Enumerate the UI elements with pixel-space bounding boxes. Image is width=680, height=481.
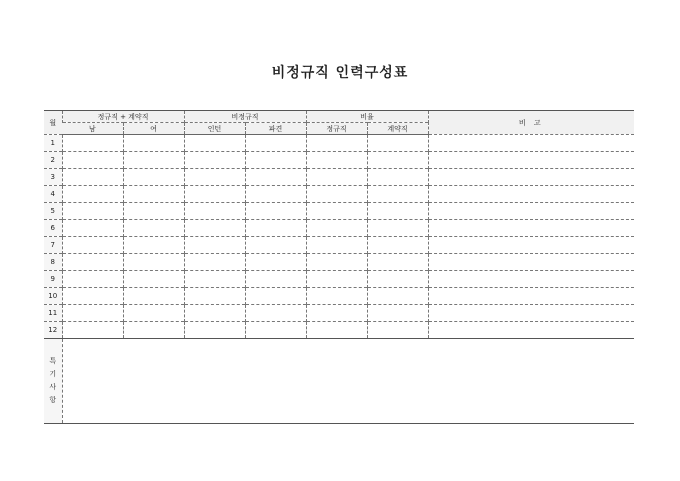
remarks-cell[interactable]	[428, 322, 634, 339]
notes-char-2: 기	[49, 370, 57, 378]
male-cell[interactable]	[62, 186, 123, 203]
month-label: 12	[44, 322, 62, 339]
female-cell[interactable]	[123, 220, 184, 237]
special-notes-field[interactable]	[62, 339, 634, 424]
remarks-cell[interactable]	[428, 203, 634, 220]
header-row-1	[44, 111, 634, 123]
intern-cell[interactable]	[184, 237, 245, 254]
intern-cell[interactable]	[184, 203, 245, 220]
month-label: 10	[44, 288, 62, 305]
intern-cell[interactable]	[184, 322, 245, 339]
remarks-cell[interactable]	[428, 288, 634, 305]
dispatch-cell[interactable]	[245, 288, 306, 305]
ratio-contract-header: 계약직	[367, 123, 428, 135]
month-label: 5	[44, 203, 62, 220]
dispatch-cell[interactable]	[245, 237, 306, 254]
intern-cell[interactable]	[184, 288, 245, 305]
ratio-regular-cell[interactable]	[306, 152, 367, 169]
intern-cell[interactable]	[184, 271, 245, 288]
ratio-regular-cell[interactable]	[306, 186, 367, 203]
ratio-regular-header: 정규직	[306, 123, 367, 135]
month-label: 6	[44, 220, 62, 237]
dispatch-cell[interactable]	[245, 135, 306, 152]
table-row	[44, 271, 634, 288]
dispatch-cell[interactable]	[245, 271, 306, 288]
month-label: 1	[44, 135, 62, 152]
ratio-regular-cell[interactable]	[306, 271, 367, 288]
male-cell[interactable]	[62, 169, 123, 186]
ratio-contract-cell[interactable]	[367, 169, 428, 186]
table-row	[44, 220, 634, 237]
month-header: 월	[44, 111, 62, 135]
table-row	[44, 254, 634, 271]
nonregular-header: 비정규직	[184, 111, 306, 123]
ratio-regular-cell[interactable]	[306, 203, 367, 220]
male-header: 남	[62, 123, 123, 135]
dispatch-cell[interactable]	[245, 254, 306, 271]
dispatch-cell[interactable]	[245, 169, 306, 186]
ratio-contract-cell[interactable]	[367, 135, 428, 152]
ratio-regular-cell[interactable]	[306, 135, 367, 152]
table-row	[44, 305, 634, 322]
male-cell[interactable]	[62, 203, 123, 220]
female-cell[interactable]	[123, 271, 184, 288]
ratio-header: 비율	[306, 111, 428, 123]
female-cell[interactable]	[123, 305, 184, 322]
table-row	[44, 288, 634, 305]
ratio-contract-cell[interactable]	[367, 152, 428, 169]
remarks-cell[interactable]	[428, 152, 634, 169]
dispatch-cell[interactable]	[245, 322, 306, 339]
remarks-cell[interactable]	[428, 169, 634, 186]
dispatch-cell[interactable]	[245, 220, 306, 237]
notes-char-4: 항	[49, 396, 57, 404]
ratio-contract-cell[interactable]	[367, 305, 428, 322]
dispatch-cell[interactable]	[245, 305, 306, 322]
remarks-cell[interactable]	[428, 186, 634, 203]
notes-char-3: 사	[49, 383, 57, 391]
month-label: 8	[44, 254, 62, 271]
remarks-cell[interactable]	[428, 305, 634, 322]
ratio-contract-cell[interactable]	[367, 288, 428, 305]
regular-contract-header: 정규직 + 계약직	[62, 111, 184, 123]
female-cell[interactable]	[123, 237, 184, 254]
intern-cell[interactable]	[184, 186, 245, 203]
month-label: 9	[44, 271, 62, 288]
female-header: 여	[123, 123, 184, 135]
ratio-contract-cell[interactable]	[367, 203, 428, 220]
special-notes-label	[44, 339, 62, 424]
dispatch-cell[interactable]	[245, 152, 306, 169]
male-cell[interactable]	[62, 288, 123, 305]
intern-cell[interactable]	[184, 135, 245, 152]
female-cell[interactable]	[123, 254, 184, 271]
month-label: 3	[44, 169, 62, 186]
male-cell[interactable]	[62, 271, 123, 288]
female-cell[interactable]	[123, 322, 184, 339]
intern-cell[interactable]	[184, 152, 245, 169]
remarks-cell[interactable]	[428, 220, 634, 237]
female-cell[interactable]	[123, 288, 184, 305]
male-cell[interactable]	[62, 220, 123, 237]
month-label: 11	[44, 305, 62, 322]
month-label: 4	[44, 186, 62, 203]
remarks-cell[interactable]	[428, 237, 634, 254]
ratio-regular-cell[interactable]	[306, 322, 367, 339]
table-row	[44, 135, 634, 152]
ratio-contract-cell[interactable]	[367, 322, 428, 339]
male-cell[interactable]	[62, 237, 123, 254]
ratio-contract-cell[interactable]	[367, 254, 428, 271]
intern-cell[interactable]	[184, 254, 245, 271]
ratio-regular-cell[interactable]	[306, 169, 367, 186]
month-label: 2	[44, 152, 62, 169]
intern-cell[interactable]	[184, 220, 245, 237]
special-notes-row	[44, 339, 634, 424]
month-label: 7	[44, 237, 62, 254]
ratio-contract-cell[interactable]	[367, 237, 428, 254]
dispatch-cell[interactable]	[245, 203, 306, 220]
ratio-regular-cell[interactable]	[306, 220, 367, 237]
female-cell[interactable]	[123, 135, 184, 152]
table-row	[44, 322, 634, 339]
table-row	[44, 186, 634, 203]
male-cell[interactable]	[62, 254, 123, 271]
female-cell[interactable]	[123, 152, 184, 169]
table-row	[44, 169, 634, 186]
remarks-cell[interactable]	[428, 135, 634, 152]
intern-cell[interactable]	[184, 305, 245, 322]
female-cell[interactable]	[123, 203, 184, 220]
ratio-regular-cell[interactable]	[306, 254, 367, 271]
male-cell[interactable]	[62, 305, 123, 322]
ratio-contract-cell[interactable]	[367, 271, 428, 288]
ratio-contract-cell[interactable]	[367, 186, 428, 203]
ratio-regular-cell[interactable]	[306, 237, 367, 254]
remarks-header: 비 고	[428, 111, 634, 135]
intern-cell[interactable]	[184, 169, 245, 186]
remarks-cell[interactable]	[428, 254, 634, 271]
intern-header: 인턴	[184, 123, 245, 135]
ratio-regular-cell[interactable]	[306, 288, 367, 305]
month-rows	[44, 135, 634, 339]
ratio-regular-cell[interactable]	[306, 305, 367, 322]
male-cell[interactable]	[62, 322, 123, 339]
dispatch-cell[interactable]	[245, 186, 306, 203]
male-cell[interactable]	[62, 152, 123, 169]
staffing-table	[44, 110, 634, 424]
female-cell[interactable]	[123, 186, 184, 203]
table-row	[44, 152, 634, 169]
table-row	[44, 203, 634, 220]
ratio-contract-cell[interactable]	[367, 220, 428, 237]
page-title: 비정규직 인력구성표	[271, 65, 409, 81]
male-cell[interactable]	[62, 135, 123, 152]
notes-char-1: 특	[49, 357, 57, 365]
female-cell[interactable]	[123, 169, 184, 186]
remarks-cell[interactable]	[428, 271, 634, 288]
table-row	[44, 237, 634, 254]
dispatch-header: 파견	[245, 123, 306, 135]
